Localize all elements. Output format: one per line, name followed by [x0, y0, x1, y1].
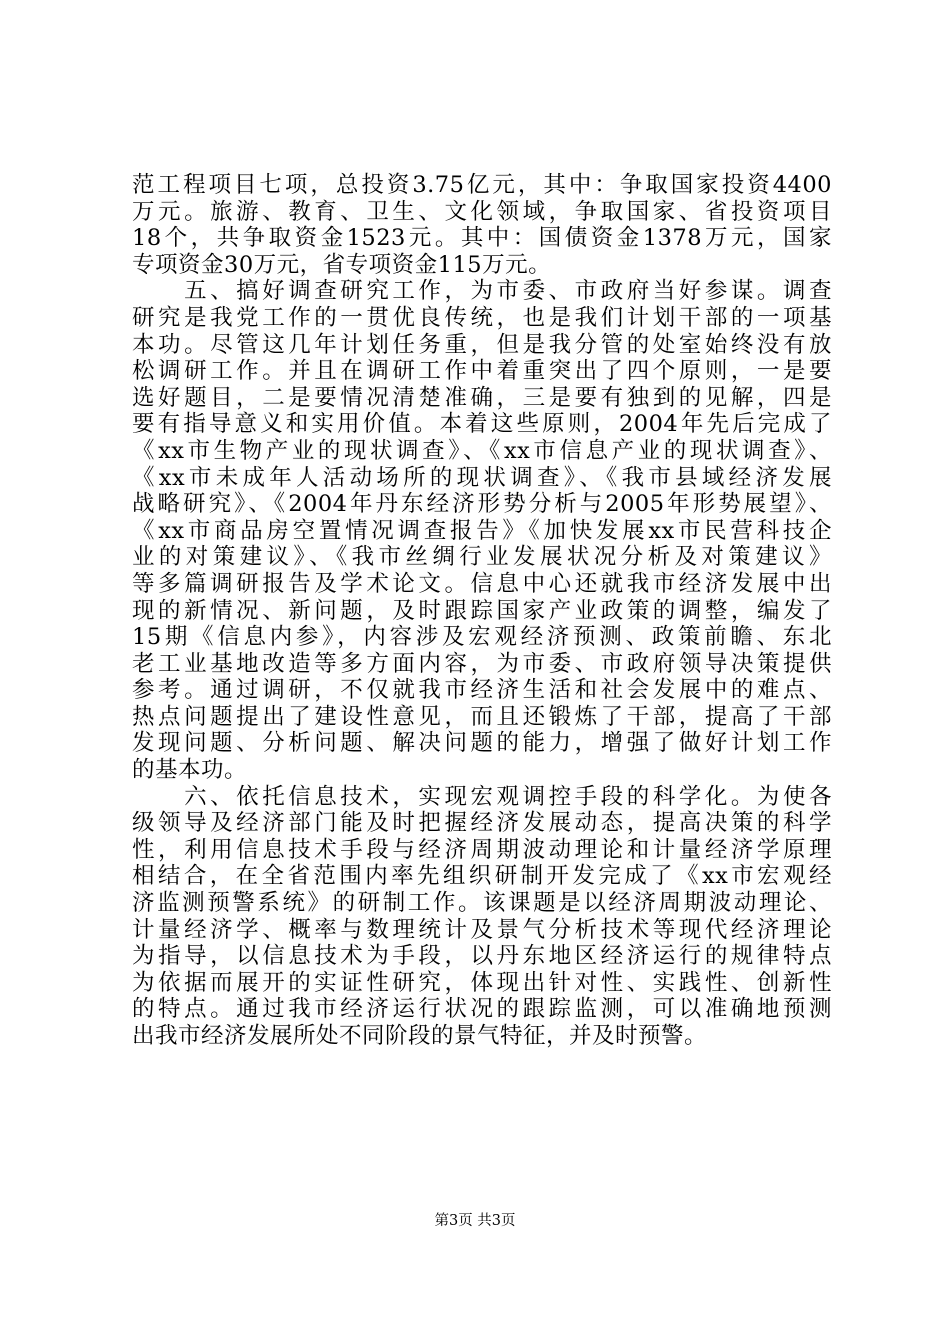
text-line: 计量经济学、概率与数理统计及景气分析技术等现代经济理论 [132, 916, 832, 943]
text-line: 发现问题、分析问题、解决问题的能力，增强了做好计划工作 [132, 730, 832, 757]
page-number-footer: 第3页 共3页 [434, 1213, 516, 1229]
text-line: 现的新情况、新问题，及时跟踪国家产业政策的调整，编发了 [132, 597, 832, 624]
text-line: 的特点。通过我市经济运行状况的跟踪监测，可以准确地预测 [132, 996, 832, 1023]
text-line: 济监测预警系统》的研制工作。该课题是以经济周期波动理论、 [132, 890, 832, 917]
text-line: 老工业基地改造等多方面内容，为市委、市政府领导决策提供 [132, 650, 832, 677]
text-line: 《xx市未成年人活动场所的现状调查》、《我市县域经济发展 [132, 464, 832, 491]
text-line: 战略研究》、《2004年丹东经济形势分析与2005年形势展望》、 [132, 491, 832, 518]
text-line: 为指导，以信息技术为手段，以丹东地区经济运行的规律特点 [132, 943, 832, 970]
text-line: 《xx市商品房空置情况调查报告》《加快发展xx市民营科技企 [132, 517, 832, 544]
text-line: 15期《信息内参》，内容涉及宏观经济预测、政策前瞻、东北 [132, 624, 832, 651]
text-line: 等多篇调研报告及学术论文。信息中心还就我市经济发展中出 [132, 570, 832, 597]
text-line: 为依据而展开的实证性研究，体现出针对性、实践性、创新性 [132, 969, 832, 996]
text-line: 热点问题提出了建设性意见，而且还锻炼了干部，提高了干部 [132, 703, 832, 730]
text-line: 研究是我党工作的一贯优良传统，也是我们计划干部的一项基 [132, 304, 832, 331]
text-line: 《xx市生物产业的现状调查》、《xx市信息产业的现状调查》、 [132, 437, 832, 464]
text-line: 范工程项目七项，总投资3.75亿元，其中：争取国家投资4400 [132, 172, 832, 198]
text-line: 级领导及经济部门能及时把握经济发展动态，提高决策的科学 [132, 810, 832, 837]
text-line: 性，利用信息技术手段与经济周期波动理论和计量经济学原理 [132, 836, 832, 863]
paragraph-heading-line: 六、依托信息技术，实现宏观调控手段的科学化。为使各 [132, 783, 832, 810]
text-line: 松调研工作。并且在调研工作中着重突出了四个原则，一是要 [132, 358, 832, 385]
text-line: 选好题目，二是要情况清楚准确，三是要有独到的见解，四是 [132, 384, 832, 411]
text-line: 业的对策建议》、《我市丝绸行业发展状况分析及对策建议》 [132, 544, 832, 571]
paragraph-heading-line: 五、搞好调查研究工作，为市委、市政府当好参谋。调查 [132, 278, 832, 305]
text-line: 要有指导意义和实用价值。本着这些原则，2004年先后完成了 [132, 411, 832, 438]
text-line: 万元。旅游、教育、卫生、文化领域，争取国家、省投资项目 [132, 198, 832, 225]
document-body [132, 172, 832, 1050]
text-line: 18个，共争取资金1523元。其中：国债资金1378万元，国家 [132, 225, 832, 252]
text-line: 的基本功。 [132, 757, 248, 784]
text-line: 相结合，在全省范围内率先组织研制开发完成了《xx市宏观经 [132, 863, 832, 890]
text-line: 出我市经济发展所处不同阶段的景气特征，并及时预警。 [132, 1023, 708, 1049]
text-line: 参考。通过调研，不仅就我市经济生活和社会发展中的难点、 [132, 677, 832, 704]
text-line: 专项资金30万元，省专项资金115万元。 [132, 251, 552, 278]
text-line: 本功。尽管这几年计划任务重，但是我分管的处室始终没有放 [132, 331, 832, 358]
